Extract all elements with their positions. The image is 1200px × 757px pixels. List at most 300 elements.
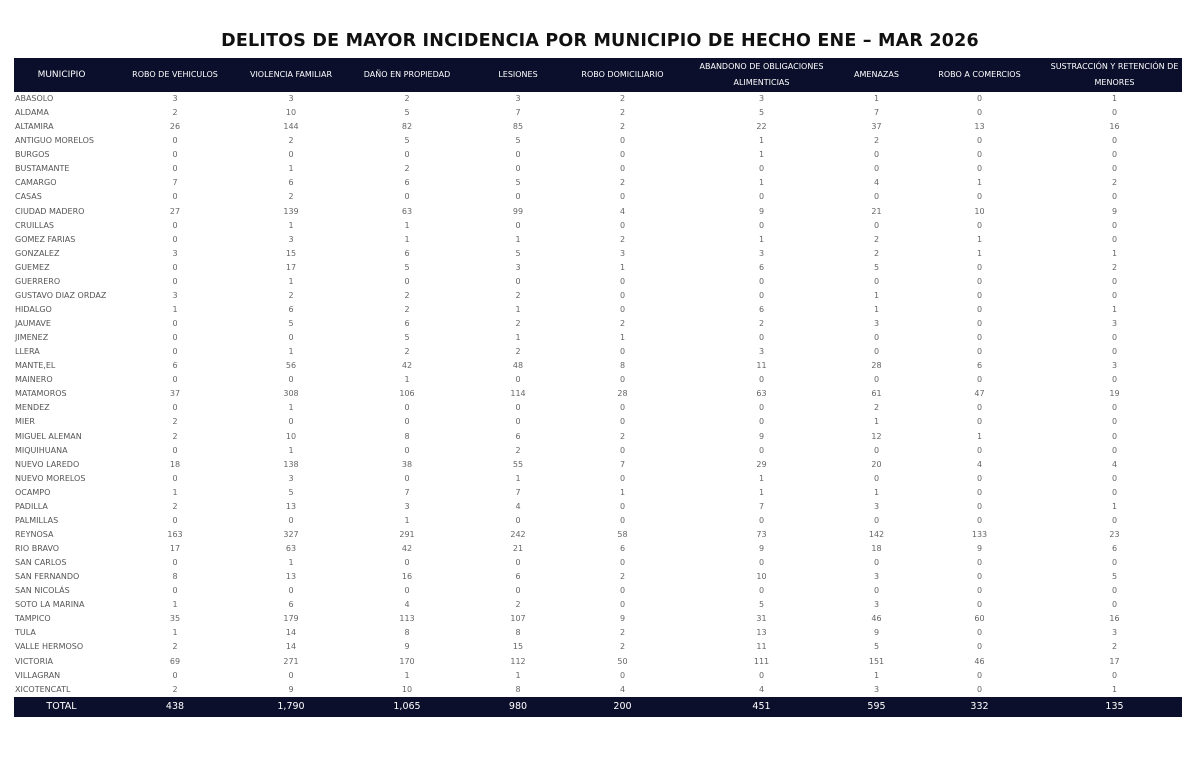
table-cell: 0 [758,164,765,174]
table-cell: 0 [619,586,626,596]
header-row [14,58,1182,92]
table-cell: 8 [515,628,521,638]
table-cell: 2 [758,319,765,329]
municipio-name: ABASOLO [15,94,54,104]
table-cell: 0 [172,670,178,680]
table-cell: 1 [515,234,521,244]
table-cell: 5 [288,487,294,497]
table-cell: 1 [515,670,521,680]
table-cell: 1 [288,164,294,174]
table-cell: 0 [1111,417,1118,427]
table-cell: 0 [619,403,626,413]
table-cell: 1 [288,276,294,286]
municipio-name: VALLE HERMOSO [15,642,84,652]
table-cell: 42 [401,361,413,371]
table-cell: 0 [976,290,983,300]
table-cell: 0 [758,670,765,680]
table-cell: 0 [172,586,178,596]
table-row [14,233,1182,247]
table-row [14,500,1182,514]
table-cell: 1 [758,178,765,188]
table-cell: 0 [873,192,880,202]
table-cell: 29 [756,459,767,469]
table-cell: 2 [619,122,626,132]
table-cell: 3 [288,234,294,244]
table-row [14,626,1182,640]
table-cell: 1 [758,473,765,483]
table-cell: 42 [401,544,413,554]
table-row [14,331,1182,345]
column-header-robo-domiciliario: ROBO DOMICILIARIO [581,70,664,79]
table-cell: 21 [512,544,524,554]
table-row [14,373,1182,387]
table-cell: 0 [976,375,983,385]
table-cell: 17 [169,544,181,554]
table-cell: 0 [172,473,178,483]
table-cell: 0 [404,192,410,202]
table-cell: 2 [619,319,626,329]
table-cell: 0 [404,445,410,455]
municipio-name: PADILLA [15,501,48,511]
table-cell: 1 [758,487,765,497]
table-cell: 0 [404,403,410,413]
table-cell: 0 [172,276,178,286]
table-cell: 28 [871,361,882,371]
table-cell: 0 [873,375,880,385]
table-cell: 50 [617,656,628,666]
table-cell: 1 [515,304,521,314]
table-cell: 0 [619,515,626,525]
total-cell: 451 [752,701,771,713]
table-cell: 0 [619,417,626,427]
total-cell: 980 [508,701,528,713]
table-cell: 8 [619,361,626,371]
table-cell: 3 [172,290,178,300]
table-cell: 0 [619,220,626,230]
table-cell: 10 [974,206,985,216]
table-cell: 112 [510,656,526,666]
table-row [14,669,1182,683]
table-cell: 7 [758,501,765,511]
table-cell: 0 [758,515,765,525]
table-row [14,486,1182,500]
table-cell: 0 [172,558,178,568]
table-cell: 1 [172,628,178,638]
table-cell: 28 [617,389,628,399]
table-cell: 0 [172,164,178,174]
table-cell: 1 [976,178,983,188]
table-row [14,303,1182,317]
table-row [14,162,1182,176]
table-cell: 0 [1111,600,1118,610]
table-row [14,542,1182,556]
table-cell: 16 [1109,122,1120,132]
table-cell: 0 [172,445,178,455]
table-cell: 2 [288,136,294,146]
table-cell: 6 [172,361,178,371]
table-cell: 1 [288,403,294,413]
column-header-robo-vehiculos: ROBO DE VEHICULOS [132,70,218,79]
table-cell: 0 [619,290,626,300]
column-header-sustraccion-menores: SUSTRACCIÓN Y RETENCIÓN DE MENORES [1050,62,1179,87]
table-cell: 0 [976,670,983,680]
table-cell: 144 [283,122,299,132]
table-cell: 114 [510,389,526,399]
table-cell: 2 [619,431,626,441]
table-cell: 0 [873,586,880,596]
table-cell: 0 [404,417,410,427]
table-cell: 2 [515,600,521,610]
table-cell: 14 [285,642,297,652]
table-cell: 1 [404,234,410,244]
table-cell: 8 [404,431,410,441]
table-cell: 7 [873,108,880,118]
table-cell: 19 [1109,389,1120,399]
table-cell: 0 [288,375,294,385]
table-cell: 47 [974,389,985,399]
table-cell: 0 [976,150,983,160]
table-cell: 0 [619,164,626,174]
table-cell: 2 [873,136,880,146]
table-cell: 48 [512,361,524,371]
table-row [14,514,1182,528]
table-cell: 0 [172,515,178,525]
table-row [14,134,1182,148]
municipio-name: GUSTAVO DIAZ ORDAZ [15,290,107,300]
table-cell: 4 [619,684,626,694]
table-cell: 18 [169,459,181,469]
table-row [14,570,1182,584]
table-cell: 1 [288,558,294,568]
table-cell: 0 [619,473,626,483]
table-row [14,92,1182,106]
municipio-name: REYNOSA [15,529,54,539]
table-cell: 10 [756,572,767,582]
total-row [14,697,1182,717]
table-cell: 6 [288,600,294,610]
table-cell: 0 [288,515,294,525]
table-cell: 1 [873,304,880,314]
table-cell: 0 [758,558,765,568]
table-row [14,148,1182,162]
table-cell: 0 [976,347,983,357]
table-cell: 0 [619,347,626,357]
table-cell: 0 [404,276,410,286]
table-cell: 0 [873,473,880,483]
table-cell: 0 [619,304,626,314]
table-cell: 0 [515,375,521,385]
municipio-name: MIQUIHUANA [15,445,68,455]
table-cell: 0 [976,192,983,202]
municipio-name: SAN FERNANDO [15,572,80,582]
table-cell: 0 [404,586,410,596]
table-cell: 9 [619,614,626,624]
table-cell: 0 [1111,431,1118,441]
table-cell: 0 [172,347,178,357]
table-cell: 60 [974,614,985,624]
table-cell: 2 [172,108,178,118]
table-cell: 0 [172,403,178,413]
table-cell: 0 [873,558,880,568]
table-cell: 15 [285,248,297,258]
table-cell: 0 [976,108,983,118]
table-cell: 0 [288,417,294,427]
table-cell: 0 [1111,136,1118,146]
municipio-name: MANTE,EL [15,361,56,371]
table-cell: 0 [1111,473,1118,483]
table-cell: 1 [619,333,626,343]
table-cell: 0 [515,558,521,568]
table-cell: 0 [976,94,983,104]
table-cell: 0 [172,192,178,202]
table-cell: 1 [873,417,880,427]
table-cell: 1 [758,136,765,146]
table-cell: 3 [873,600,880,610]
municipio-name: MAINERO [15,375,53,385]
table-cell: 0 [515,417,521,427]
table-cell: 0 [873,333,880,343]
table-cell: 3 [515,262,521,272]
table-cell: 3 [619,248,626,258]
table-cell: 0 [873,515,880,525]
table-cell: 0 [619,192,626,202]
table-cell: 0 [976,319,983,329]
table-cell: 2 [172,431,178,441]
table-cell: 0 [1111,515,1118,525]
table-cell: 61 [871,389,882,399]
table-cell: 10 [285,431,297,441]
total-cell: 1,790 [277,701,305,713]
table-cell: 46 [871,614,882,624]
table-row [14,444,1182,458]
municipio-name: GOMEZ FARIAS [15,234,76,244]
table-cell: 0 [873,164,880,174]
table-cell: 0 [1111,487,1118,497]
table-cell: 1 [288,220,294,230]
table-cell: 0 [1111,150,1118,160]
table-cell: 3 [758,248,765,258]
table-row [14,415,1182,429]
total-cell: 200 [613,701,632,713]
table-cell: 0 [172,136,178,146]
column-header-municipio: MUNICIPIO [37,70,86,80]
table-cell: 3 [172,248,178,258]
table-cell: 1 [172,487,178,497]
table-cell: 0 [1111,670,1118,680]
table-cell: 142 [868,529,885,539]
table-cell: 1 [172,304,178,314]
table-cell: 107 [510,614,526,624]
table-cell: 0 [758,445,765,455]
table-cell: 1 [619,487,626,497]
table-cell: 0 [976,487,983,497]
table-cell: 1 [758,234,765,244]
table-cell: 3 [288,473,294,483]
table-cell: 9 [758,544,765,554]
table-cell: 13 [756,628,767,638]
table-cell: 0 [404,558,410,568]
table-cell: 1 [1111,248,1118,258]
table-cell: 0 [1111,234,1118,244]
table-cell: 0 [619,445,626,455]
column-header-abandono-obligaciones: ABANDONO DE OBLIGACIONES ALIMENTICIAS [699,62,824,87]
table-cell: 2 [404,164,410,174]
crime-table [14,58,1182,717]
table-cell: 2 [1111,642,1118,652]
table-cell: 0 [758,417,765,427]
table-cell: 4 [404,600,410,610]
table-cell: 0 [404,473,410,483]
table-cell: 11 [756,642,767,652]
table-cell: 1 [758,150,765,160]
table-cell: 5 [1111,572,1118,582]
table-row [14,106,1182,120]
table-cell: 9 [758,431,765,441]
table-cell: 17 [1109,656,1120,666]
table-row [14,430,1182,444]
table-cell: 7 [172,178,178,188]
table-cell: 1 [873,487,880,497]
table-cell: 5 [515,136,521,146]
table-cell: 3 [288,94,294,104]
table-cell: 0 [1111,347,1118,357]
table-cell: 0 [976,164,983,174]
table-cell: 0 [976,642,983,652]
table-row [14,219,1182,233]
table-cell: 9 [873,628,880,638]
table-cell: 0 [515,192,521,202]
table-cell: 1 [873,290,880,300]
table-cell: 99 [512,206,524,216]
table-row [14,640,1182,654]
municipio-name: GUEMEZ [15,262,50,272]
table-row [14,176,1182,190]
table-cell: 6 [758,304,765,314]
table-cell: 0 [515,150,521,160]
column-header-violencia-familiar: VIOLENCIA FAMILIAR [249,70,333,79]
municipio-name: HIDALGO [15,304,52,314]
table-cell: 7 [619,459,626,469]
table-cell: 151 [868,656,885,666]
total-cell: 135 [1105,701,1124,713]
column-header-amenazas: AMENAZAS [854,70,899,79]
table-cell: 0 [758,586,765,596]
table-cell: 3 [172,94,178,104]
table-row [14,401,1182,415]
table-row [14,556,1182,570]
table-cell: 308 [283,389,299,399]
table-row [14,584,1182,598]
table-cell: 10 [285,108,297,118]
table-cell: 0 [758,290,765,300]
table-cell: 1 [1111,304,1118,314]
table-cell: 0 [288,333,294,343]
table-cell: 12 [871,431,882,441]
table-row [14,359,1182,373]
table-cell: 4 [758,684,765,694]
table-cell: 2 [619,234,626,244]
table-cell: 0 [1111,445,1118,455]
table-cell: 35 [169,614,181,624]
municipio-name: NUEVO LAREDO [15,459,80,469]
table-cell: 139 [283,206,299,216]
table-cell: 0 [515,586,521,596]
table-cell: 23 [1109,529,1120,539]
table-row [14,612,1182,626]
table-cell: 63 [285,544,297,554]
table-cell: 20 [871,459,882,469]
table-cell: 26 [169,122,181,132]
table-cell: 0 [172,150,178,160]
total-cell: 332 [970,701,989,713]
table-row [14,683,1182,697]
table-cell: 1 [515,333,521,343]
municipio-name: CIUDAD MADERO [15,206,85,216]
table-cell: 17 [285,262,297,272]
table-cell: 0 [976,417,983,427]
total-label: TOTAL [46,701,77,713]
table-cell: 6 [288,304,294,314]
table-cell: 2 [404,94,410,104]
table-cell: 1 [288,445,294,455]
table-cell: 0 [172,234,178,244]
table-cell: 10 [401,684,413,694]
table-cell: 3 [873,319,880,329]
table-cell: 0 [515,403,521,413]
table-cell: 46 [974,656,985,666]
table-cell: 15 [512,642,524,652]
table-cell: 0 [515,276,521,286]
table-cell: 0 [976,515,983,525]
table-cell: 1 [404,515,410,525]
table-cell: 0 [515,164,521,174]
municipio-name: RIO BRAVO [15,544,60,554]
table-cell: 0 [619,670,626,680]
table-cell: 0 [976,276,983,286]
table-cell: 9 [404,642,410,652]
table-cell: 3 [873,572,880,582]
table-cell: 8 [515,684,521,694]
table-cell: 6 [404,178,410,188]
table-cell: 0 [976,220,983,230]
table-row [14,120,1182,134]
table-cell: 18 [871,544,882,554]
table-cell: 5 [758,108,765,118]
table-cell: 0 [172,333,178,343]
column-header-dano-propiedad: DAÑO EN PROPIEDAD [363,70,451,79]
table-cell: 9 [976,544,983,554]
table-cell: 4 [873,178,880,188]
table-cell: 0 [1111,290,1118,300]
municipio-name: BUSTAMANTE [15,164,70,174]
table-cell: 14 [285,628,297,638]
table-cell: 2 [619,628,626,638]
table-cell: 1 [619,262,626,272]
table-cell: 16 [1109,614,1120,624]
table-cell: 5 [404,108,410,118]
table-cell: 2 [172,501,178,511]
table-cell: 0 [288,670,294,680]
table-cell: 0 [172,220,178,230]
table-cell: 0 [976,600,983,610]
table-row [14,205,1182,219]
table-cell: 63 [401,206,413,216]
table-cell: 2 [1111,178,1118,188]
table-cell: 2 [172,417,178,427]
table-cell: 3 [1111,361,1118,371]
table-cell: 0 [976,136,983,146]
table-cell: 6 [404,319,410,329]
